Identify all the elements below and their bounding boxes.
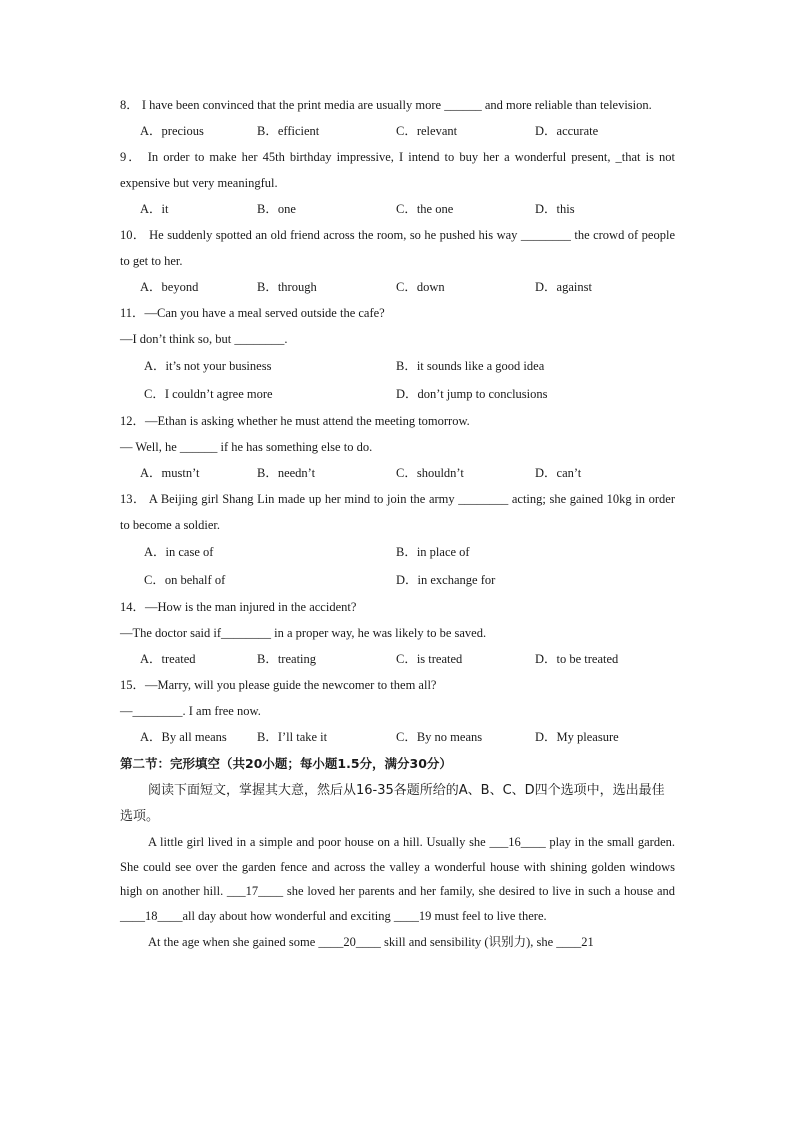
option-d[interactable]: D．don’t jump to conclusions: [396, 387, 548, 401]
option-c[interactable]: C．By no means: [396, 730, 483, 744]
option-b[interactable]: B．I’ll take it: [257, 730, 328, 744]
answer-options: [120, 352, 675, 380]
option-c[interactable]: C．shouldn’t: [396, 466, 464, 480]
answer-options: [120, 460, 675, 486]
option-d[interactable]: D．can’t: [535, 466, 582, 480]
option-b[interactable]: B．needn’t: [257, 466, 316, 480]
question-stem: 8． I have been convinced that the print media are usually more ______ and more reliable than television.: [120, 98, 652, 112]
option-c[interactable]: C．relevant: [396, 124, 458, 138]
option-c[interactable]: C．down: [396, 280, 445, 294]
option-b[interactable]: B．one: [257, 202, 296, 216]
option-d[interactable]: D．this: [535, 202, 575, 216]
answer-options: [120, 566, 675, 594]
option-a[interactable]: A．treated: [140, 652, 196, 666]
question-15: [120, 672, 675, 750]
option-c[interactable]: C．on behalf of: [144, 573, 226, 587]
dialog-line: 11．—Can you have a meal served outside the cafe?: [120, 306, 385, 320]
option-b[interactable]: B．efficient: [257, 124, 320, 138]
question-13: [120, 486, 675, 594]
dialog-line: —I don’t think so, but ________.: [120, 332, 288, 346]
passage-paragraph: A little girl lived in a simple and poor house on a hill. Usually she ___16____ play in the small garden. She could see over the garden fence and across the valley a wonderful house with shining golden windows high on another hill. ___17____ she loved her parents and her family, she desired to live in such a house and ____18____all day about how wonderful and exciting ____19 must feel to live there.: [120, 835, 675, 923]
option-d[interactable]: D．in exchange for: [396, 573, 496, 587]
option-c[interactable]: C．the one: [396, 202, 454, 216]
question-8: [120, 92, 675, 144]
option-b[interactable]: B．through: [257, 280, 317, 294]
passage-paragraph: At the age when she gained some ____20____ skill and sensibility (识别力), she ____21: [148, 935, 594, 949]
question-stem: 10． He suddenly spotted an old friend across the room, so he pushed his way ________ the crowd of people to get to her.: [120, 228, 675, 268]
question-9: [120, 144, 675, 222]
answer-options: [120, 118, 675, 144]
answer-options: [120, 274, 675, 300]
option-a[interactable]: A．it: [140, 202, 169, 216]
dialog-line: —The doctor said if________ in a proper way, he was likely to be saved.: [120, 626, 487, 640]
question-14: [120, 594, 675, 672]
dialog-line: —________. I am free now.: [120, 704, 261, 718]
option-a[interactable]: A．precious: [140, 124, 204, 138]
option-b[interactable]: B．in place of: [396, 545, 470, 559]
answer-options: [120, 646, 675, 672]
dialog-line: 14．—How is the man injured in the accident?: [120, 600, 357, 614]
section-title: 第二节：完形填空（共20小题；每小题1.5分，满分30分）: [120, 756, 452, 771]
section-instruction: 阅读下面短文，掌握其大意，然后从16-35各题所给的A、B、C、D四个选项中，选出最佳选项。: [120, 783, 665, 824]
dialog-line: 15．—Marry, will you please guide the newcomer to them all?: [120, 678, 437, 692]
question-stem: 13． A Beijing girl Shang Lin made up her mind to join the army ________ acting; she gained 10kg in order to become a soldier.: [120, 492, 675, 532]
question-11: [120, 300, 675, 408]
option-d[interactable]: D．accurate: [535, 124, 599, 138]
option-d[interactable]: D．against: [535, 280, 592, 294]
option-b[interactable]: B．treating: [257, 652, 317, 666]
option-c[interactable]: C．I couldn’t agree more: [144, 387, 273, 401]
question-10: [120, 222, 675, 300]
option-a[interactable]: A．mustn’t: [140, 466, 200, 480]
answer-options: [120, 538, 675, 566]
answer-options: [120, 724, 675, 750]
option-a[interactable]: A．By all means: [140, 730, 227, 744]
option-d[interactable]: D．to be treated: [535, 652, 619, 666]
option-a[interactable]: A．it’s not your business: [144, 359, 272, 373]
dialog-line: — Well, he ______ if he has something else to do.: [120, 440, 373, 454]
dialog-line: 12．—Ethan is asking whether he must attend the meeting tomorrow.: [120, 414, 470, 428]
option-d[interactable]: D．My pleasure: [535, 730, 619, 744]
option-c[interactable]: C．is treated: [396, 652, 463, 666]
exam-page: [120, 92, 675, 955]
option-b[interactable]: B．it sounds like a good idea: [396, 359, 545, 373]
answer-options: [120, 380, 675, 408]
option-a[interactable]: A．in case of: [144, 545, 214, 559]
question-12: [120, 408, 675, 486]
answer-options: [120, 196, 675, 222]
question-stem: 9． In order to make her 45th birthday impressive, I intend to buy her a wonderful present, _that is not expensive but very meaningful.: [120, 150, 675, 190]
option-a[interactable]: A．beyond: [140, 280, 199, 294]
